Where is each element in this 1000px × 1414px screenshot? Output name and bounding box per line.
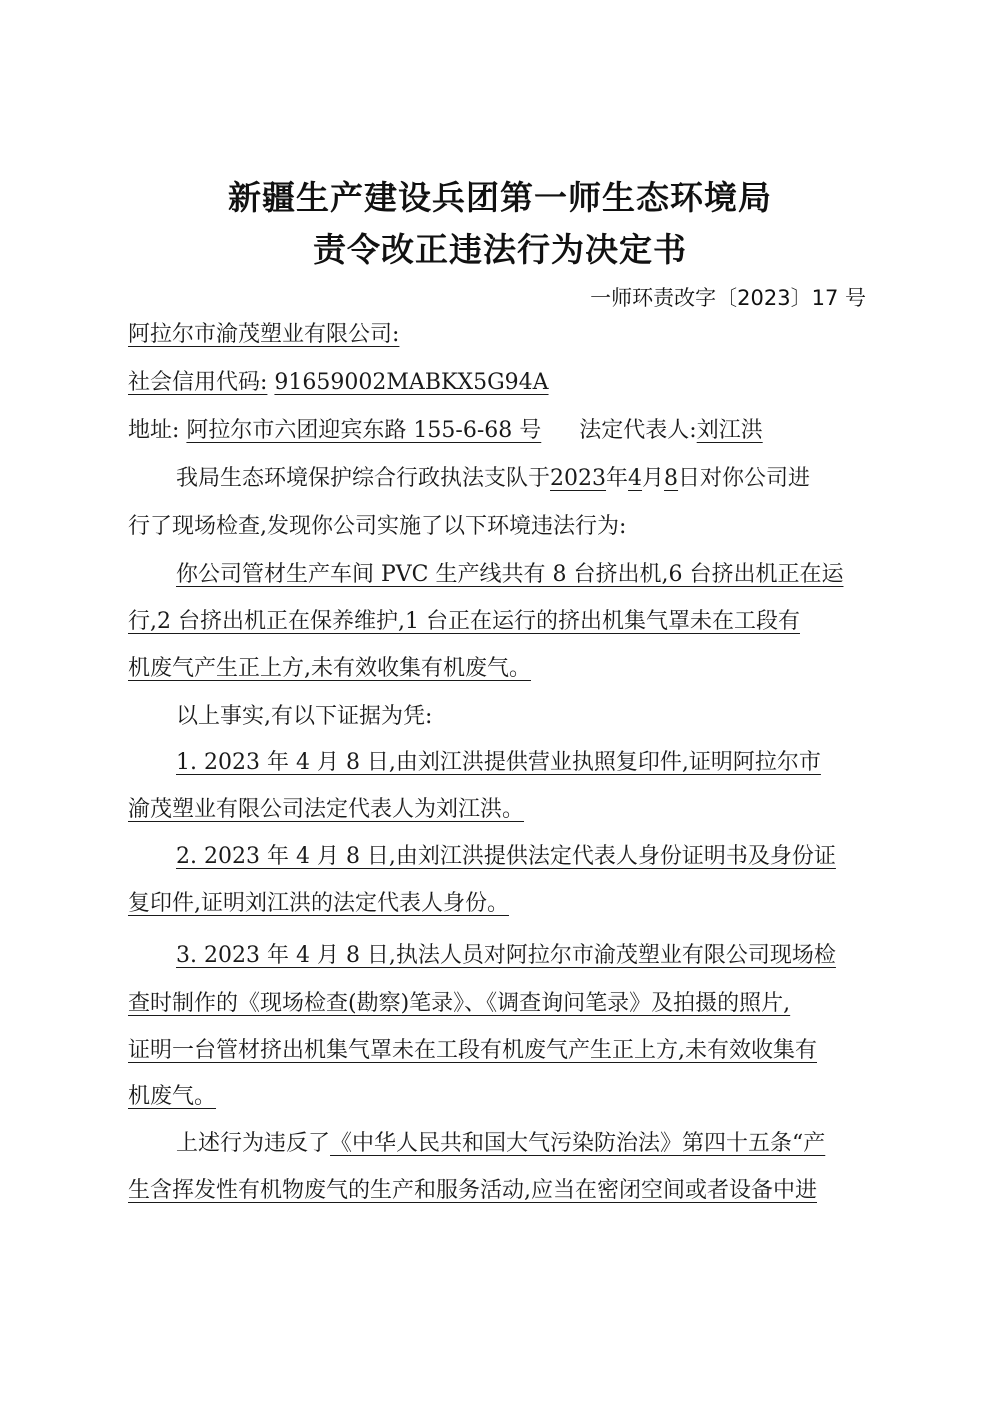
- law-line2: [128, 1176, 868, 1206]
- inspection-year: 2023: [550, 466, 607, 491]
- evidence-1-line2: [128, 795, 868, 825]
- evidence-2-text2: 复印件,证明刘江洪的法定代表人身份。: [128, 891, 509, 916]
- party-name-line: [128, 320, 868, 350]
- inspection-text: 我局生态环境保护综合行政执法支队于: [176, 466, 551, 491]
- evidence-3-text3: 证明一台管材挤出机集气罩未在工段有机废气产生正上方,未有效收集有: [128, 1038, 817, 1063]
- evidence-1-line1: [176, 748, 868, 778]
- paragraph-inspection-line2: 行了现场检查,发现你公司实施了以下环境违法行为:: [128, 514, 627, 539]
- legal-rep-name: 刘江洪: [696, 418, 763, 443]
- inspection-year-unit: 年: [606, 466, 629, 491]
- evidence-2-text1: 2. 2023 年 4 月 8 日,由刘江洪提供法定代表人身份证明书及身份证: [176, 844, 836, 869]
- address: 阿拉尔市六团迎宾东路 155-6-68 号: [186, 418, 542, 443]
- document-number: 一师环责改字〔2023〕17 号: [590, 286, 866, 310]
- paragraph-inspection: [176, 464, 868, 494]
- law-line1: [176, 1129, 868, 1159]
- evidence-1-text1: 1. 2023 年 4 月 8 日,由刘江洪提供营业执照复印件,证明阿拉尔市: [176, 750, 821, 775]
- evidence-3-line1: [176, 941, 868, 971]
- inspection-day: 8: [664, 466, 679, 491]
- inspection-month-unit: 月: [642, 466, 665, 491]
- evidence-2-line2: [128, 889, 868, 919]
- legal-rep-label: 法定代表人:: [579, 418, 697, 443]
- violation-line2: [128, 607, 868, 637]
- evidence-3-line3: [128, 1036, 868, 1066]
- evidence-3-text2: 查时制作的《现场检查(勘察)笔录》、《调查询问笔录》及拍摄的照片,: [128, 991, 791, 1016]
- credit-code-line: [128, 368, 868, 398]
- document-title-line1: 新疆生产建设兵团第一师生态环境局: [228, 178, 772, 217]
- inspection-text-end: 日对你公司进: [678, 466, 811, 491]
- violation-text1: 你公司管材生产车间 PVC 生产线共有 8 台挤出机,6 台挤出机正在运: [176, 562, 844, 587]
- evidence-3-text4: 机废气。: [128, 1084, 217, 1109]
- evidence-3-line2: [128, 989, 868, 1019]
- inspection-month: 4: [628, 466, 643, 491]
- document-title-line2: 责令改正违法行为决定书: [313, 230, 687, 269]
- violation-line1: [176, 560, 868, 590]
- violation-text2: 行,2 台挤出机正在保养维护,1 台正在运行的挤出机集气罩未在工段有: [128, 609, 800, 634]
- credit-code: 91659002MABKX5G94A: [274, 370, 549, 395]
- evidence-3-line4: [128, 1082, 868, 1112]
- address-label: 地址:: [128, 418, 180, 443]
- law-text2: 生含挥发性有机物废气的生产和服务活动,应当在密闭空间或者设备中进: [128, 1178, 817, 1203]
- law-intro: 上述行为违反了: [176, 1131, 331, 1156]
- evidence-2-line1: [176, 842, 868, 872]
- party-name: 阿拉尔市渝茂塑业有限公司:: [128, 322, 400, 347]
- credit-code-label: 社会信用代码:: [128, 370, 268, 395]
- evidence-3-text1: 3. 2023 年 4 月 8 日,执法人员对阿拉尔市渝茂塑业有限公司现场检: [176, 943, 836, 968]
- evidence-intro: 以上事实,有以下证据为凭:: [176, 704, 433, 729]
- violation-line3: [128, 654, 868, 684]
- law-citation: 《中华人民共和国大气污染防治法》第四十五条“产: [330, 1131, 826, 1156]
- address-line: [128, 416, 868, 446]
- evidence-1-text2: 渝茂塑业有限公司法定代表人为刘江洪。: [128, 797, 525, 822]
- violation-text3: 机废气产生正上方,未有效收集有机废气。: [128, 656, 531, 681]
